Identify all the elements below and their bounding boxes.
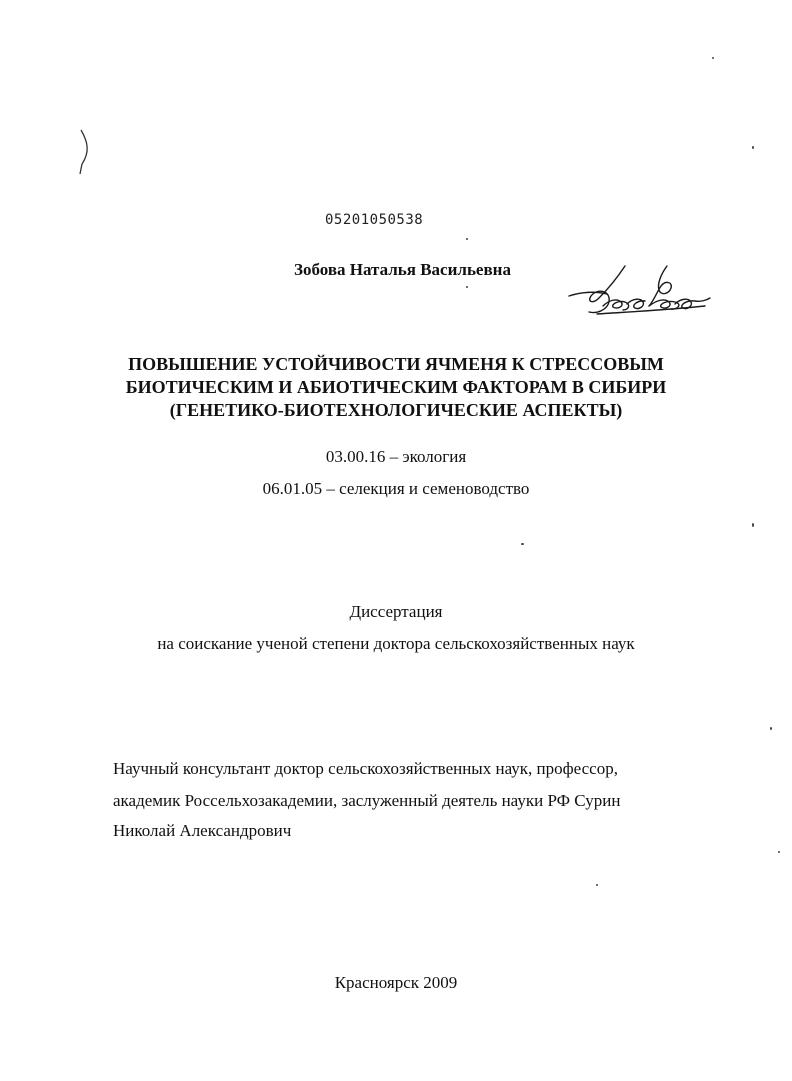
author-name: Зобова Наталья Васильевна (294, 260, 511, 279)
scan-speck (770, 727, 772, 730)
consultant-line-1: Научный консультант доктор сельскохозяйственных наук, профессор, (113, 759, 618, 778)
archive-number: 05201050538 (325, 212, 424, 228)
consultant-line-3: Николай Александрович (113, 821, 292, 840)
work-type: Диссертация (349, 602, 443, 621)
scan-speck (752, 146, 754, 149)
specialty-code-selection: 06.01.05 – селекция и семеноводство (262, 479, 530, 498)
scan-speck (752, 523, 754, 527)
consultant-line-2: академик Россельхозакадемии, заслуженный деятель науки РФ Сурин (113, 791, 621, 810)
scan-speck (712, 57, 714, 59)
scan-speck (466, 238, 468, 240)
scan-speck (521, 543, 524, 545)
thesis-title-line-3: (ГЕНЕТИКО-БИОТЕХНОЛОГИЧЕСКИЕ АСПЕКТЫ) (169, 400, 623, 420)
author-signature (567, 258, 712, 320)
scan-speck (778, 851, 780, 853)
place-and-year: Красноярск 2009 (334, 973, 458, 992)
scan-speck (596, 884, 598, 886)
scan-margin-mark (78, 128, 94, 176)
degree-statement: на соискание ученой степени доктора сельскохозяйственных наук (157, 634, 635, 653)
specialty-code-ecology: 03.00.16 – экология (325, 447, 467, 466)
thesis-title-line-1: ПОВЫШЕНИЕ УСТОЙЧИВОСТИ ЯЧМЕНЯ К СТРЕССОВЫМ (128, 354, 664, 374)
thesis-title-line-2: БИОТИЧЕСКИМ И АБИОТИЧЕСКИМ ФАКТОРАМ В СИБИРИ (125, 377, 667, 397)
scan-speck (466, 286, 468, 288)
